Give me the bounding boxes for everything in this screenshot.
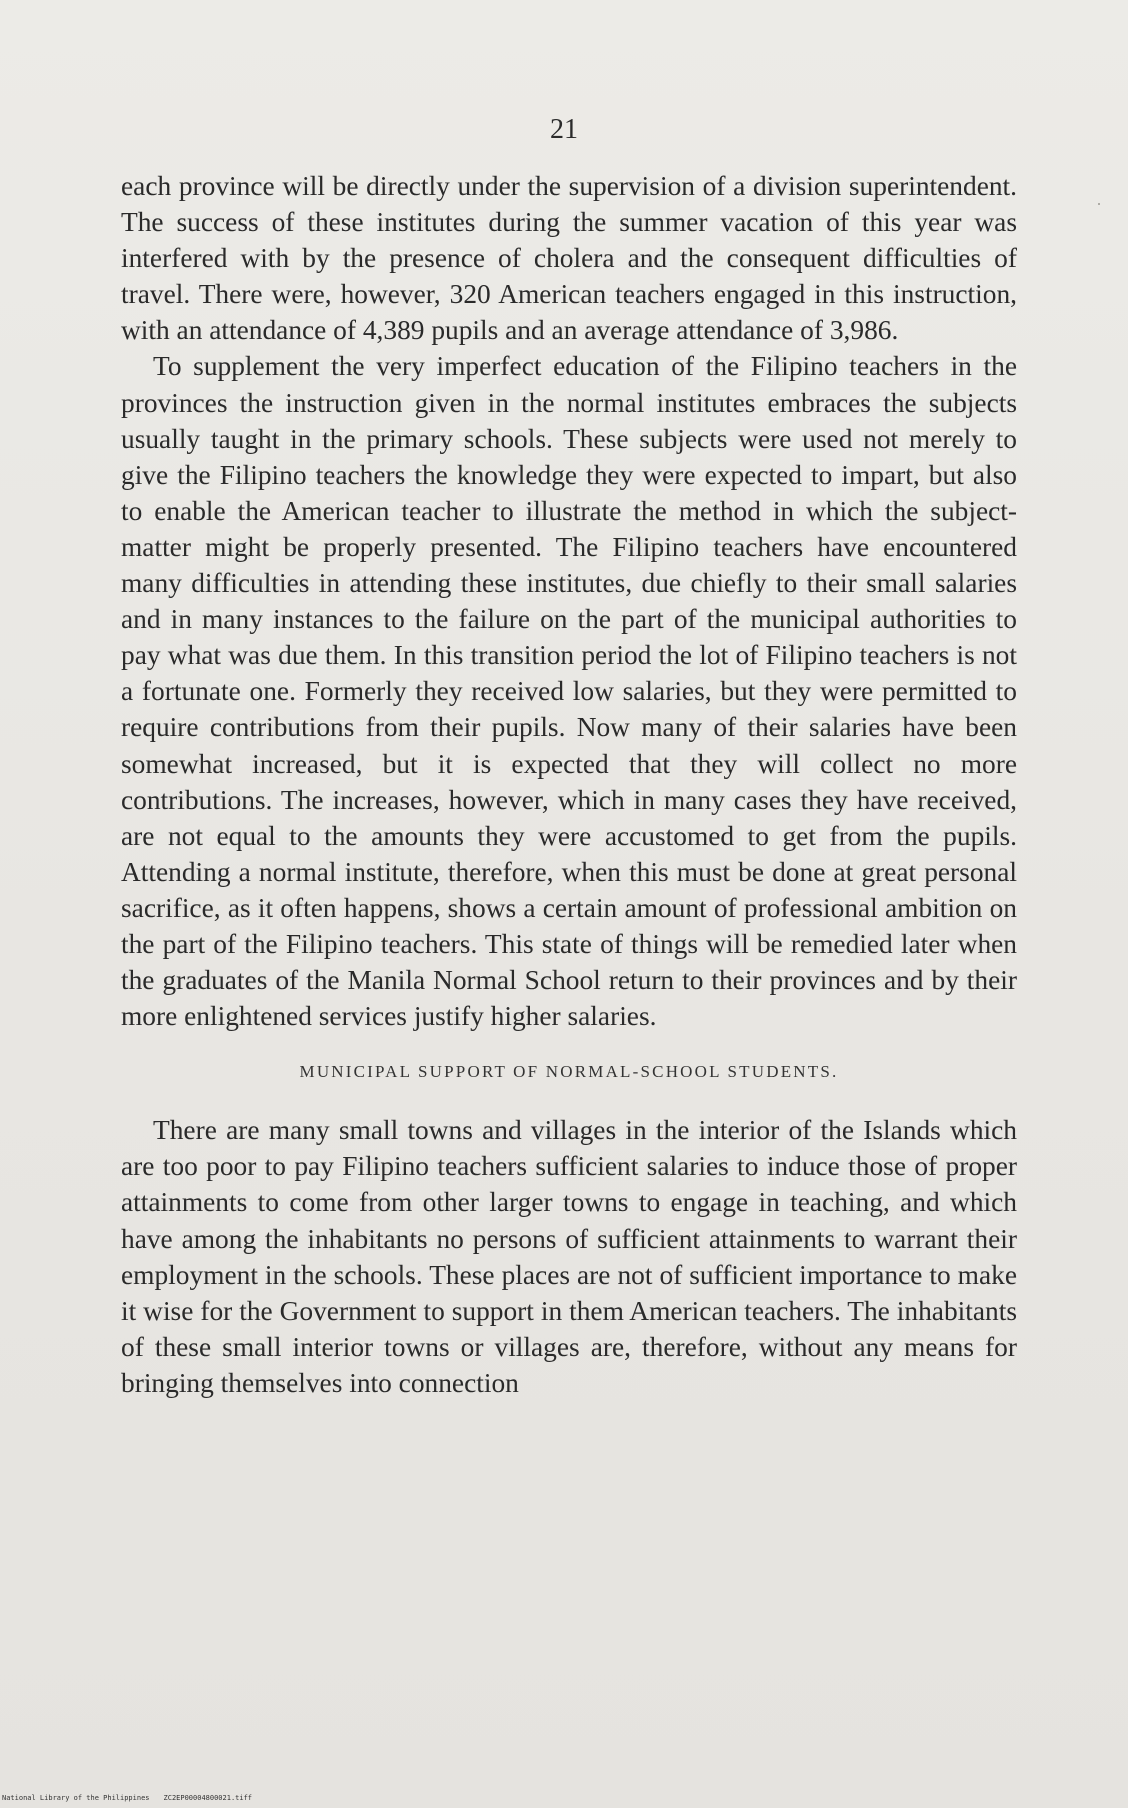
footer-filename: ZC2EP00004800021.tiff [163,1794,253,1802]
footer-library: National Library of the Philippines [2,1794,150,1802]
scan-footer [2,1794,266,1802]
paragraph-small-towns: There are many small towns and villages in the interior of the Islands which are too poor to pay Filipino teachers sufficient salaries to induce those of proper attainments to come from other larger towns to engage in teaching, and which have among the inhabitants no persons of sufficient attainments to warrant their employment in the schools. These places are not of sufficient importance to make it wise for the Government to support in them American teachers. The inhabitants of these small interior towns or villages are, therefore, without any means for bringing themselves into connection [121,1115,1017,1398]
paragraph-continued: each province will be directly under the supervision of a division superintendent. The success of these institutes during the summer vacation of this year was interfered with by the presence of cholera and the consequent difficulties of travel. There were, however, 320 American teachers engaged in this instruction, with an attendance of 4,389 pupils and an average attendance of 3,986. [121,171,1017,346]
section-heading: MUNICIPAL SUPPORT OF NORMAL-SCHOOL STUDENTS. [299,1062,839,1082]
page-number: 21 [550,114,578,145]
paragraph-normal-institutes: To supplement the very imperfect education of the Filipino teachers in the provinces the instruction given in the normal institutes embraces the subjects usually taught in the primary schools. These subjects were used not merely to give the Filipino teachers the knowledge they were expected to impart, but also to enable the American teacher to illustrate the method in which the subject-matter might be properly presented. The Filipino teachers have encountered many difficulties in attending these institutes, due chiefly to their small salaries and in many instances to the failure on the part of the municipal authorities to pay what was due them. In this transition period the lot of Filipino teachers is not a fortunate one. Formerly they received low salaries, but they were permitted to require contributions from their pupils. Now many of their salaries have been somewhat increased, but it is expected that they will collect no more contributions. The increases, however, which in many cases they have received, are not equal to the amounts they were accustomed to get from the pupils. Attending a normal institute, therefore, when this must be done at great personal sacrifice, as it often happens, shows a certain amount of professional ambition on the part of the Filipino teachers. This state of things will be remedied later when the graduates of the Manila Normal School return to their provinces and by their more enlightened services justify higher salaries. [121,351,1017,1032]
page-body [121,168,1017,1401]
scan-speck [1098,203,1100,205]
